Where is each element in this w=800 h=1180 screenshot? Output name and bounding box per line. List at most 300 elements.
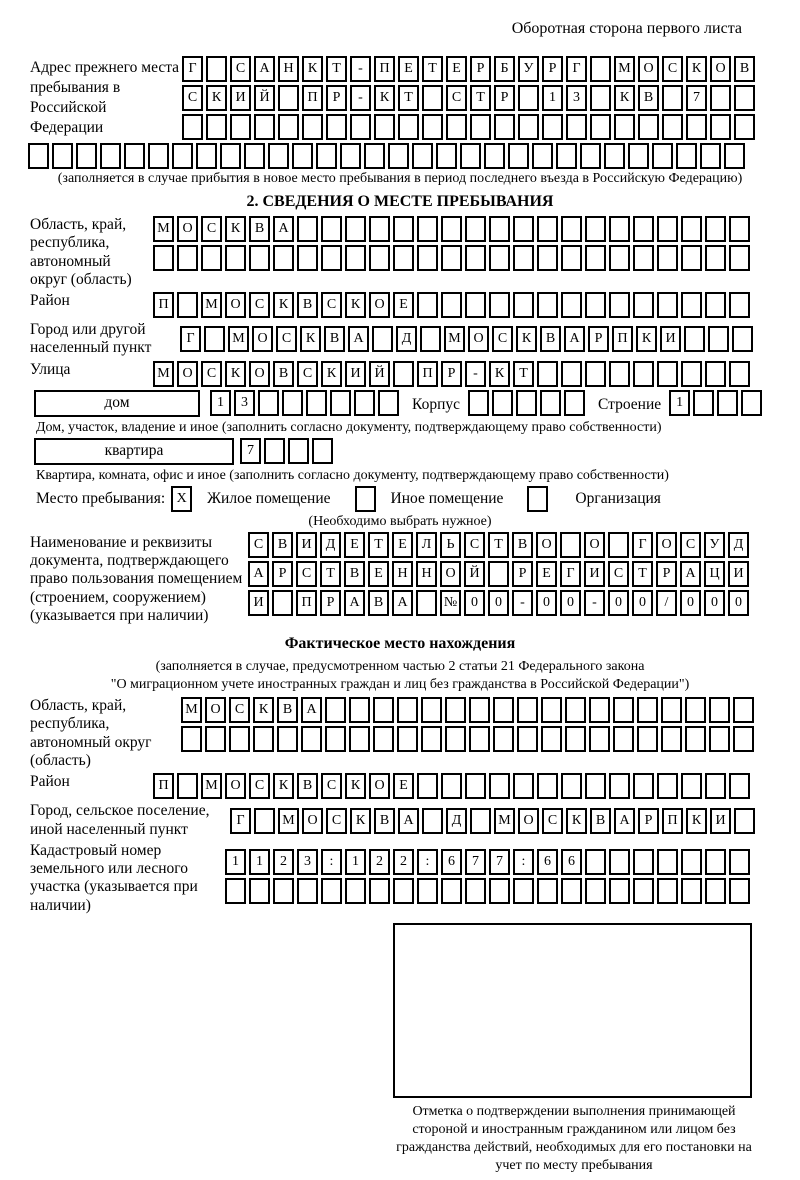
actual-region-grid [181, 697, 757, 770]
char-box: Д [320, 532, 341, 558]
confirmation-caption: Отметка о подтверждении выполнения принимающей стороной и иностранным гражданином или лицом без гражданства действий, необходимых для его постановки на учет по месту пребывания [396, 1103, 752, 1174]
char-box [609, 245, 630, 271]
char-box [369, 878, 390, 904]
char-box: И [728, 561, 749, 587]
char-box [732, 326, 753, 352]
char-box: В [590, 808, 611, 834]
char-box: У [518, 56, 539, 82]
actual-region-field [30, 697, 800, 770]
char-box: О [710, 56, 731, 82]
char-box [585, 216, 606, 242]
char-box [585, 245, 606, 271]
char-box [633, 773, 654, 799]
char-box: : [321, 849, 342, 875]
char-box [705, 361, 726, 387]
region-label: Область, край, республика, автономный округ (область) [30, 216, 132, 288]
char-box [661, 726, 682, 752]
char-box [686, 114, 707, 140]
char-box [494, 114, 515, 140]
cadastral-grid [225, 849, 753, 907]
char-box: К [273, 292, 294, 318]
char-box [729, 292, 750, 318]
char-box: Р [326, 85, 347, 111]
char-box [542, 114, 563, 140]
char-box: Е [368, 561, 389, 587]
char-box: О [638, 56, 659, 82]
char-box [700, 143, 721, 169]
char-box [508, 143, 529, 169]
char-box: 2 [273, 849, 294, 875]
apartment-number-row [240, 438, 336, 464]
char-box: В [368, 590, 389, 616]
char-box [124, 143, 145, 169]
char-box: Т [632, 561, 653, 587]
char-box [609, 849, 630, 875]
char-box [412, 143, 433, 169]
char-box [609, 361, 630, 387]
char-box [422, 114, 443, 140]
stay-type-label: Место пребывания: [36, 489, 166, 507]
char-box [608, 532, 629, 558]
char-box [537, 361, 558, 387]
char-box: Г [560, 561, 581, 587]
char-box [196, 143, 217, 169]
char-box [330, 390, 351, 416]
char-box [657, 361, 678, 387]
char-box: И [345, 361, 366, 387]
char-box: С [276, 326, 297, 352]
char-box [316, 143, 337, 169]
char-box [561, 245, 582, 271]
cadastral-label: Кадастровый номер земельного или лесного участка (указывается при наличии) [30, 841, 198, 914]
char-box: - [512, 590, 533, 616]
street-label: Улица [30, 360, 71, 378]
actual-location-title: Фактическое место нахождения [284, 635, 516, 653]
char-box [278, 85, 299, 111]
char-box: К [302, 56, 323, 82]
char-box: О [536, 532, 557, 558]
char-box [206, 114, 227, 140]
char-box: П [153, 773, 174, 799]
char-box: Н [416, 561, 437, 587]
char-box [321, 878, 342, 904]
char-box: Т [470, 85, 491, 111]
char-box: 1 [210, 390, 231, 416]
street-field [30, 361, 800, 387]
char-box [417, 878, 438, 904]
char-box [565, 726, 586, 752]
prev-address-grid [182, 56, 758, 143]
char-box: 1 [249, 849, 270, 875]
char-box [465, 245, 486, 271]
char-box [513, 773, 534, 799]
char-box: К [686, 56, 707, 82]
char-box [493, 697, 514, 723]
char-box: К [374, 85, 395, 111]
char-box: К [345, 773, 366, 799]
region-row-2 [153, 245, 753, 271]
char-box [710, 85, 731, 111]
char-box [460, 143, 481, 169]
char-box [662, 114, 683, 140]
char-box [556, 143, 577, 169]
char-box [468, 390, 489, 416]
char-box: С [296, 561, 317, 587]
char-box: Т [488, 532, 509, 558]
char-box [393, 361, 414, 387]
document-row-1 [248, 532, 752, 558]
char-box: К [321, 361, 342, 387]
char-box: М [494, 808, 515, 834]
char-box: К [614, 85, 635, 111]
char-box [633, 849, 654, 875]
char-box [516, 390, 537, 416]
char-box: П [302, 85, 323, 111]
char-box [729, 245, 750, 271]
char-box: 6 [561, 849, 582, 875]
char-box: О [440, 561, 461, 587]
char-box [729, 773, 750, 799]
char-box [681, 849, 702, 875]
document-label: Наименование и реквизиты документа, подтверждающего право пользования помещением (строением, сооружением) (указывается при наличии) [30, 533, 243, 624]
char-box [378, 390, 399, 416]
char-box [268, 143, 289, 169]
char-box: О [177, 361, 198, 387]
char-box: 3 [566, 85, 587, 111]
char-box: 7 [489, 849, 510, 875]
char-box: В [512, 532, 533, 558]
char-box: 2 [369, 849, 390, 875]
char-box: 6 [441, 849, 462, 875]
char-box: - [465, 361, 486, 387]
char-box: О [177, 216, 198, 242]
char-box [657, 245, 678, 271]
char-box [705, 849, 726, 875]
char-box [729, 216, 750, 242]
char-box: М [153, 361, 174, 387]
char-box [264, 438, 285, 464]
char-box: О [584, 532, 605, 558]
char-box [489, 292, 510, 318]
char-box [441, 245, 462, 271]
actual-city-field [30, 802, 800, 839]
char-box [172, 143, 193, 169]
char-box [537, 245, 558, 271]
city-row [180, 326, 756, 352]
char-box [345, 878, 366, 904]
char-box: С [608, 561, 629, 587]
char-box [254, 808, 275, 834]
char-box [445, 726, 466, 752]
char-box: 0 [488, 590, 509, 616]
char-box [657, 849, 678, 875]
char-box [302, 114, 323, 140]
char-box: К [253, 697, 274, 723]
char-box [580, 143, 601, 169]
char-box: Р [512, 561, 533, 587]
char-box [685, 726, 706, 752]
char-box [350, 114, 371, 140]
char-box: А [273, 216, 294, 242]
document-grid [248, 532, 752, 625]
char-box [537, 292, 558, 318]
region-grid [153, 216, 753, 289]
char-box [518, 114, 539, 140]
char-box: Е [393, 292, 414, 318]
char-box [249, 878, 270, 904]
char-box: В [273, 361, 294, 387]
char-box: X [171, 486, 192, 512]
char-box: 1 [345, 849, 366, 875]
char-box: Е [392, 532, 413, 558]
house-field [34, 390, 800, 417]
korpus-label: Корпус [412, 395, 460, 413]
char-box: И [248, 590, 269, 616]
char-box [420, 326, 441, 352]
char-box: В [540, 326, 561, 352]
char-box: В [344, 561, 365, 587]
char-box [734, 808, 755, 834]
char-box [306, 390, 327, 416]
actual-district-field [30, 773, 800, 799]
char-box [613, 697, 634, 723]
char-box: М [153, 216, 174, 242]
char-box [709, 697, 730, 723]
char-box: К [300, 326, 321, 352]
char-box: С [321, 773, 342, 799]
char-box: 0 [632, 590, 653, 616]
char-box [705, 292, 726, 318]
house-box-label: дом [34, 390, 200, 417]
char-box: С [464, 532, 485, 558]
cadastral-row-2 [225, 878, 753, 904]
char-box: А [248, 561, 269, 587]
char-box [537, 878, 558, 904]
char-box [446, 114, 467, 140]
char-box [609, 878, 630, 904]
char-box [441, 216, 462, 242]
char-box: К [225, 216, 246, 242]
char-box: С [542, 808, 563, 834]
actual-city-row [230, 808, 758, 834]
char-box: В [249, 216, 270, 242]
char-box: Т [422, 56, 443, 82]
char-box [537, 773, 558, 799]
char-box [441, 878, 462, 904]
char-box: Е [398, 56, 419, 82]
char-box [633, 245, 654, 271]
char-box [590, 56, 611, 82]
char-box: - [350, 56, 371, 82]
char-box: И [584, 561, 605, 587]
char-box: Р [470, 56, 491, 82]
char-box [532, 143, 553, 169]
char-box [493, 726, 514, 752]
char-box: П [153, 292, 174, 318]
char-box: Й [464, 561, 485, 587]
char-box [537, 216, 558, 242]
char-box [441, 292, 462, 318]
char-box [441, 773, 462, 799]
char-box: Г [632, 532, 653, 558]
city-field [30, 321, 800, 358]
char-box: В [277, 697, 298, 723]
char-box [417, 245, 438, 271]
char-box [693, 390, 714, 416]
actual-city-label: Город, сельское поселение, иной населенный пункт [30, 802, 210, 838]
char-box: А [348, 326, 369, 352]
char-box [566, 114, 587, 140]
char-box [301, 726, 322, 752]
char-box [369, 245, 390, 271]
char-box [312, 438, 333, 464]
char-box: 3 [234, 390, 255, 416]
char-box: П [374, 56, 395, 82]
char-box [637, 697, 658, 723]
char-box [565, 697, 586, 723]
char-box: 0 [536, 590, 557, 616]
char-box [258, 390, 279, 416]
char-box: И [710, 808, 731, 834]
char-box [205, 726, 226, 752]
char-box [561, 878, 582, 904]
char-box: О [468, 326, 489, 352]
char-box: М [201, 292, 222, 318]
char-box: В [272, 532, 293, 558]
char-box [589, 726, 610, 752]
char-box [705, 878, 726, 904]
char-box: Н [392, 561, 413, 587]
char-box: К [489, 361, 510, 387]
char-box: Л [416, 532, 437, 558]
char-box [489, 773, 510, 799]
char-box [585, 849, 606, 875]
char-box [657, 878, 678, 904]
char-box [273, 878, 294, 904]
char-box [513, 878, 534, 904]
char-box: К [345, 292, 366, 318]
char-box: О [518, 808, 539, 834]
char-box [489, 216, 510, 242]
apartment-field [34, 438, 800, 465]
prev-address-row-1 [182, 56, 758, 82]
prev-address-row-4 [28, 143, 800, 169]
char-box [540, 390, 561, 416]
char-box: : [417, 849, 438, 875]
char-box [734, 85, 755, 111]
char-box: В [374, 808, 395, 834]
char-box [488, 561, 509, 587]
char-box [469, 697, 490, 723]
char-box: П [296, 590, 317, 616]
char-box: К [636, 326, 657, 352]
char-box [421, 697, 442, 723]
char-box [272, 590, 293, 616]
house-number-row [210, 390, 402, 416]
document-row-2 [248, 561, 752, 587]
char-box [705, 216, 726, 242]
char-box [177, 292, 198, 318]
char-box [244, 143, 265, 169]
char-box: О [369, 773, 390, 799]
char-box: Р [441, 361, 462, 387]
char-box [681, 878, 702, 904]
char-box [710, 114, 731, 140]
char-box [148, 143, 169, 169]
char-box [609, 216, 630, 242]
char-box [177, 245, 198, 271]
char-box: М [228, 326, 249, 352]
char-box [685, 697, 706, 723]
char-box: Р [588, 326, 609, 352]
char-box: Ь [440, 532, 461, 558]
char-box: Г [230, 808, 251, 834]
stroenie-label: Строение [598, 395, 662, 413]
char-box [517, 697, 538, 723]
char-box [681, 245, 702, 271]
char-box [585, 361, 606, 387]
char-box: Р [494, 85, 515, 111]
char-box: Н [278, 56, 299, 82]
char-box [349, 697, 370, 723]
char-box [100, 143, 121, 169]
actual-location-note-1: (заполняется в случае, предусмотренном частью 2 статьи 21 Федерального закона [155, 659, 645, 675]
char-box: Е [393, 773, 414, 799]
char-box [564, 390, 585, 416]
char-box: Г [566, 56, 587, 82]
char-box: О [205, 697, 226, 723]
char-box [374, 114, 395, 140]
prev-address-label: Адрес прежнего места пребывания в Российской Федерации [30, 59, 180, 137]
char-box [373, 726, 394, 752]
char-box: А [301, 697, 322, 723]
char-box [561, 361, 582, 387]
char-box [638, 114, 659, 140]
char-box: - [584, 590, 605, 616]
char-box: 0 [728, 590, 749, 616]
char-box [609, 292, 630, 318]
apartment-note: Квартира, комната, офис и иное (заполнить согласно документу, подтверждающему право собственности) [36, 467, 669, 483]
char-box: В [297, 773, 318, 799]
char-box: К [516, 326, 537, 352]
char-box [741, 390, 762, 416]
char-box [417, 773, 438, 799]
char-box [657, 773, 678, 799]
char-box: С [230, 56, 251, 82]
char-box: С [249, 292, 270, 318]
char-box: Р [638, 808, 659, 834]
actual-district-label: Район [30, 773, 70, 791]
char-box [590, 114, 611, 140]
char-box [681, 292, 702, 318]
char-box: Е [344, 532, 365, 558]
char-box: С [446, 85, 467, 111]
char-box: 1 [669, 390, 690, 416]
char-box [225, 245, 246, 271]
char-box: С [297, 361, 318, 387]
char-box: Р [320, 590, 341, 616]
char-box [676, 143, 697, 169]
char-box: М [181, 697, 202, 723]
cadastral-field [30, 842, 800, 915]
char-box: 7 [686, 85, 707, 111]
char-box [230, 114, 251, 140]
char-box: А [564, 326, 585, 352]
char-box [541, 726, 562, 752]
char-box: У [704, 532, 725, 558]
char-box: А [614, 808, 635, 834]
char-box [589, 697, 610, 723]
